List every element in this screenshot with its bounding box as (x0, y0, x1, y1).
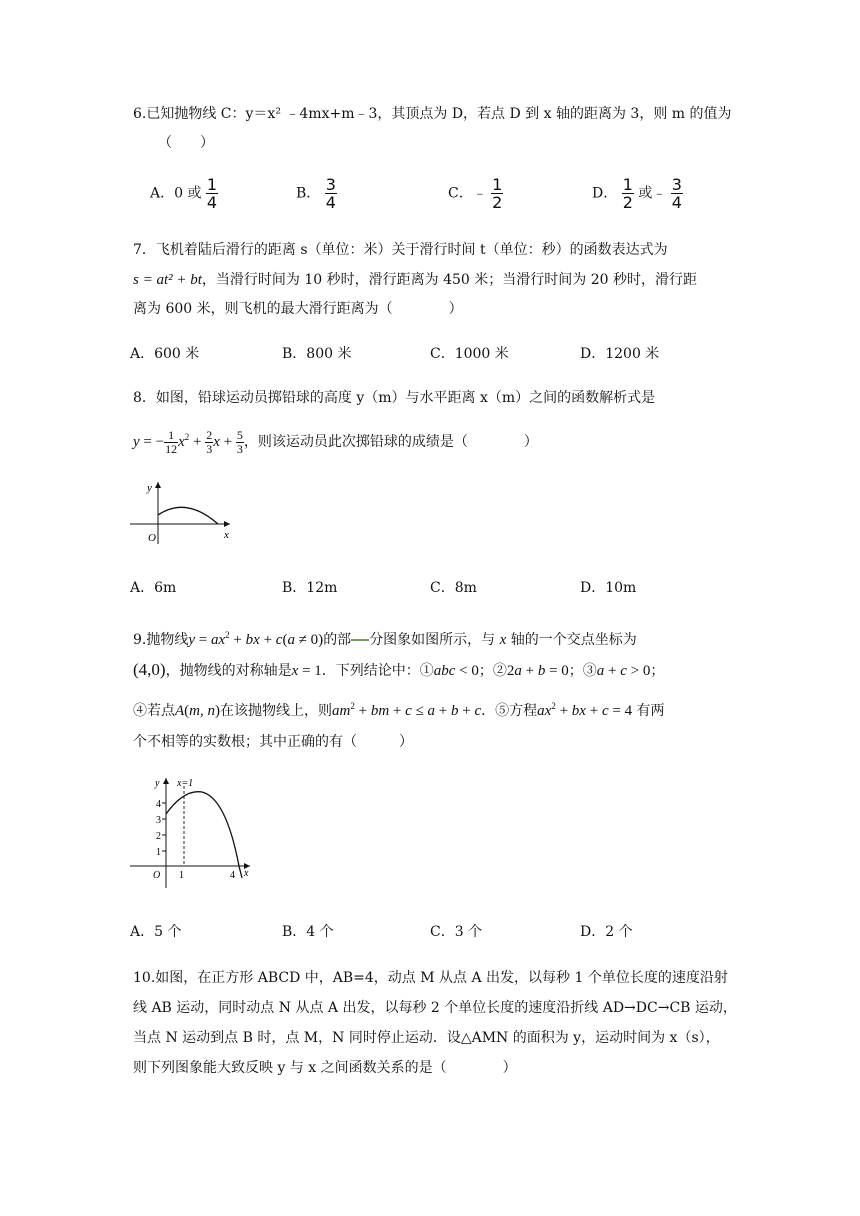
q9-line2: (4,0)，抛物线的对称轴是x = 1．下列结论中：①abc < 0；②2a + b = 0；③a + c > 0； (133, 660, 665, 679)
q8-y-label: y (147, 482, 152, 494)
q8-line1: 8．如图，铅球运动员掷铅球的高度 y（m）与水平距离 x（m）之间的函数解析式是 (133, 390, 656, 406)
q8-option-a[interactable]: A．6m (130, 580, 177, 596)
q9-tick-x1: 1 (179, 870, 184, 881)
q7-line3: 离为 600 米，则飞机的最大滑行距离为（ ） (133, 301, 463, 317)
fraction: $\frac{1}{2}$ (492, 175, 503, 212)
q6-option-a[interactable]: A．0 或 $\frac{1}{4}$ (150, 175, 218, 212)
q9-option-d[interactable]: D．2 个 (580, 924, 633, 940)
q8-formula: y = − $\frac{1}{12}$ $x^2$ + $\frac{2}{3}$ x + $\frac{5}{3}$ (133, 428, 243, 457)
q6-stem: 6.已知抛物线 C：y＝x² ﹣4mx+m﹣3，其顶点为 D，若点 D 到 x 轴的距离为 3，则 m 的值为 (133, 106, 732, 122)
q10-line3: 当点 N 运动到点 B 时，点 M，N 同时停止运动．设△AMN 的面积为 y，运动时间为 x（s）， (133, 1030, 720, 1046)
fraction: $\frac{3}{4}$ (671, 175, 682, 212)
q9-line3: ④若点A(m, n)在该抛物线上，则$am^2$ + bm + c ≤ a + b + c．⑤方程$ax^2$ + bx + c = 4 有两 (133, 701, 665, 719)
q9-origin-label: O (153, 870, 161, 881)
q9-tick-2: 2 (156, 831, 161, 842)
q9-line1: 9.抛物线$y = ax^2$ + bx + c(a ≠ 0)的部 分图象如图所示，与 x 轴的一个交点坐标为 (133, 630, 637, 648)
q7-formula: s = at² + bt (133, 272, 202, 288)
fraction: $\frac{3}{4}$ (325, 175, 336, 212)
q6-paren: （ ） (158, 135, 214, 151)
q10-line1: 10.如图，在正方形 ABCD 中，AB=4，动点 M 从点 A 出发，以每秒 1 个单位长度的速度沿射 (133, 970, 728, 986)
q7-option-c[interactable]: C．1000 米 (430, 346, 509, 362)
q7-option-d[interactable]: D．1200 米 (580, 346, 660, 362)
q9-axis-label: x=1 (177, 778, 194, 789)
q9-y-label: y (155, 778, 160, 789)
highlight-mark (351, 639, 369, 641)
q10-line4: 则下列图象能大致反映 y 与 x 之间函数关系的是（ ） (133, 1060, 517, 1076)
q8-origin-label: O (148, 532, 156, 544)
fraction: $\frac{1}{2}$ (622, 175, 633, 212)
q8-line2: y = − $\frac{1}{12}$ $x^2$ + $\frac{2}{3}$ x + $\frac{5}{3}$ ，则该运动员此次掷铅球的成绩是（ ） (133, 428, 538, 457)
q9-tick-4: 4 (156, 799, 161, 810)
q9-option-b[interactable]: B．4 个 (282, 924, 334, 940)
q9-x-label: x (244, 868, 249, 879)
q8-option-d[interactable]: D．10m (580, 580, 637, 596)
q10-line2: 线 AB 运动，同时动点 N 从点 A 出发，以每秒 2 个单位长度的速度沿折线 AD→DC→CB 运动， (133, 1000, 737, 1016)
q9-option-a[interactable]: A．5 个 (130, 924, 182, 940)
q6-option-c[interactable]: C．﹣ $\frac{1}{2}$ (448, 175, 503, 212)
q9-figure (126, 772, 256, 902)
q8-option-b[interactable]: B．12m (282, 580, 338, 596)
q6-option-d[interactable]: D． $\frac{1}{2}$ 或﹣ $\frac{3}{4}$ (592, 175, 682, 212)
q8-x-label: x (224, 529, 229, 541)
fraction: $\frac{1}{4}$ (206, 175, 218, 212)
q8-option-c[interactable]: C．8m (430, 580, 477, 596)
q9-line4: 个不相等的实数根；其中正确的有（ ） (133, 734, 413, 750)
q9-option-c[interactable]: C．3 个 (430, 924, 483, 940)
q7-line1: 7．飞机着陆后滑行的距离 s（单位：米）关于滑行时间 t（单位：秒）的函数表达式为 (133, 242, 668, 258)
q6-option-b[interactable]: B． $\frac{3}{4}$ (296, 175, 336, 212)
q7-line2: s = at² + bt，当滑行时间为 10 秒时，滑行距离为 450 米；当滑行时间为 20 秒时，滑行距 (133, 272, 697, 288)
q7-option-a[interactable]: A．600 米 (130, 346, 200, 362)
q8-figure (128, 478, 238, 548)
q9-tick-1: 1 (156, 847, 161, 858)
q7-option-b[interactable]: B．800 米 (282, 346, 352, 362)
q9-tick-x4: 4 (230, 870, 235, 881)
q9-tick-3: 3 (156, 815, 161, 826)
